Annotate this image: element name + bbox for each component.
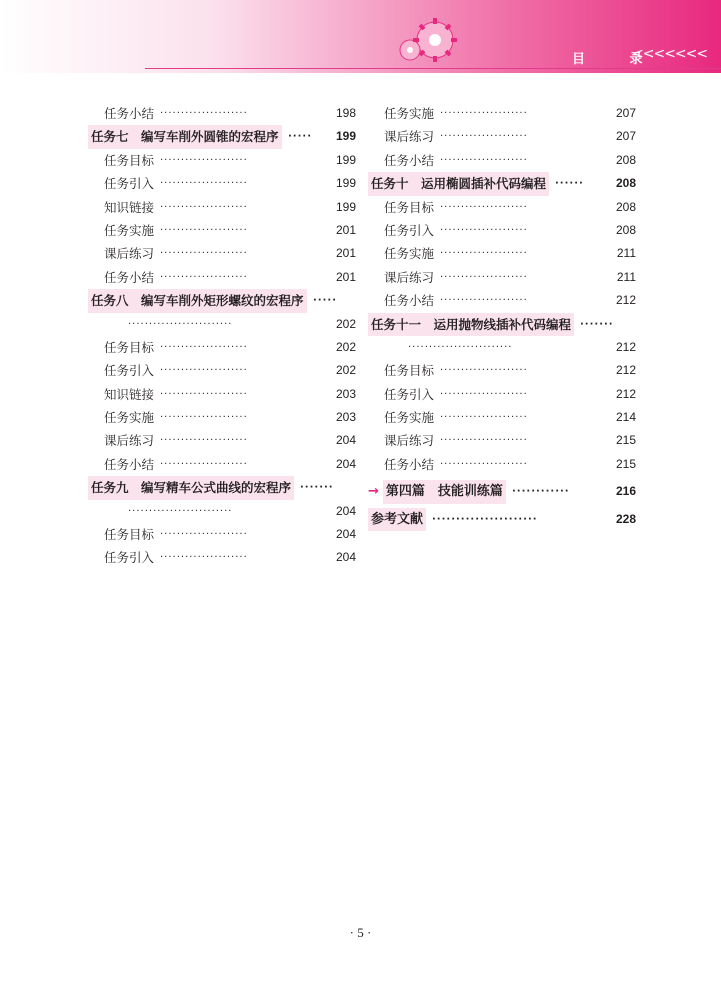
toc-entry-label: 知识链接	[104, 199, 155, 215]
toc-entry-label: 任务目标	[384, 199, 435, 215]
toc-entry-label: 任务目标	[384, 363, 435, 379]
toc-page-number: 215	[615, 433, 636, 448]
toc-entry-label: 课后练习	[104, 246, 155, 262]
leader-dots: ·····················	[440, 224, 528, 236]
leader-dots: ·····················	[160, 529, 248, 541]
leader-dots: ·····················	[440, 365, 528, 377]
leader-dots: ·····················	[160, 108, 248, 119]
leader-dots: ·····················	[160, 271, 248, 283]
toc-entry[interactable]	[88, 359, 356, 382]
toc-task-entry[interactable]	[88, 476, 356, 499]
toc-entry[interactable]	[88, 196, 356, 219]
toc-entry[interactable]	[88, 546, 356, 569]
leader-dots: ·····················	[160, 388, 248, 400]
toc-entry-label: 课后练习	[384, 129, 435, 145]
toc-page-number: 211	[616, 269, 636, 284]
toc-entry[interactable]	[88, 429, 356, 452]
toc-page-number: 203	[335, 410, 356, 425]
leader-dots: ·····················	[440, 295, 528, 307]
toc-entry[interactable]	[88, 266, 356, 289]
header-title: 目 录	[572, 52, 663, 67]
toc-entry-label: 任务小结	[104, 106, 155, 121]
toc-entry[interactable]	[368, 383, 636, 406]
page-number: · 5 ·	[349, 925, 372, 940]
leader-dots: ·····················	[440, 108, 528, 119]
toc-entry-label: 任务实施	[384, 410, 435, 426]
toc-page-number: 212	[615, 293, 636, 308]
toc-page-number: 199	[335, 129, 356, 144]
leader-dots: ·····················	[160, 552, 248, 564]
toc-page-number: 201	[335, 222, 356, 237]
toc-entry-label: 任务目标	[104, 339, 155, 355]
toc-page-number: 207	[615, 106, 636, 120]
toc-page-number: 202	[335, 316, 356, 331]
toc-entry[interactable]	[88, 219, 356, 242]
toc-entry[interactable]	[368, 453, 636, 476]
toc-entry[interactable]	[88, 523, 356, 546]
toc-entry[interactable]	[368, 219, 636, 242]
toc-page-number: 204	[335, 527, 356, 542]
toc-page-number: 212	[615, 339, 636, 354]
toc-entry[interactable]	[88, 383, 356, 406]
toc-entry-label: 任务引入	[384, 386, 435, 402]
toc-page-number: 199	[335, 176, 356, 191]
toc-entry-label: 参考文献	[368, 508, 426, 531]
leader-dots: ·······	[300, 482, 334, 494]
leader-dots: ·····················	[440, 271, 528, 283]
leader-dots: ·····················	[160, 412, 248, 424]
toc-page-number: 204	[335, 550, 356, 565]
toc-entry-label: 任务九 编写精车公式曲线的宏程序	[88, 476, 294, 499]
leader-dots: ·························	[408, 341, 513, 353]
toc-entry-label: 任务小结	[384, 293, 435, 309]
toc-page-number: 212	[615, 363, 636, 378]
toc-entry[interactable]	[368, 196, 636, 219]
toc-entry-label: 任务目标	[104, 152, 155, 168]
toc-entry[interactable]	[368, 336, 636, 359]
toc-entry-label: 课后练习	[384, 433, 435, 449]
leader-dots: ······	[555, 178, 584, 190]
arrow-right-icon: →	[368, 484, 379, 500]
toc-entry-label: 任务实施	[384, 246, 435, 262]
gears-icon	[380, 10, 470, 70]
leader-dots: ·····	[288, 131, 312, 143]
toc-entry-label: 任务目标	[104, 527, 155, 543]
toc-page-number: 201	[335, 269, 356, 284]
toc-entry-label: 课后练习	[104, 433, 155, 449]
toc-entry[interactable]	[88, 313, 356, 336]
toc-entry-label: 课后练习	[384, 269, 435, 285]
leader-dots: ·····················	[160, 458, 248, 470]
toc-entry[interactable]	[368, 266, 636, 289]
toc-page-number: 208	[615, 199, 636, 214]
toc-column-left	[88, 102, 356, 570]
toc-page-number: 208	[615, 152, 636, 167]
toc-page-number: 215	[615, 456, 636, 471]
toc-entry-label: 知识链接	[104, 386, 155, 402]
toc-page-number: 204	[335, 503, 356, 518]
leader-dots: ·······	[580, 318, 614, 330]
toc-page-number: 201	[335, 246, 356, 261]
toc-part-entry[interactable]	[368, 480, 636, 503]
leader-dots: ·····················	[440, 458, 528, 470]
leader-dots: ·····················	[160, 341, 248, 353]
leader-dots: ·····················	[160, 224, 248, 236]
toc-entry-label: 任务十一 运用抛物线插补代码编程	[368, 313, 574, 336]
toc-entry[interactable]	[368, 149, 636, 172]
toc-entry[interactable]	[368, 429, 636, 452]
leader-dots: ·····················	[160, 248, 248, 260]
toc-task-entry[interactable]	[88, 125, 356, 148]
toc-page-number: 199	[335, 152, 356, 167]
toc-entry[interactable]	[88, 406, 356, 429]
leader-dots: ·····················	[440, 131, 528, 143]
leader-dots: ·····················	[440, 248, 528, 260]
toc-page-number: 228	[615, 511, 636, 526]
toc-entry[interactable]	[88, 242, 356, 265]
toc-entry[interactable]	[88, 149, 356, 172]
toc-entry-label: 任务小结	[104, 456, 155, 472]
toc-entry[interactable]	[88, 453, 356, 476]
toc-entry[interactable]	[368, 242, 636, 265]
toc-entry[interactable]	[88, 336, 356, 359]
toc-entry-label: 任务实施	[384, 106, 435, 121]
toc-entry-label: 任务引入	[104, 176, 155, 192]
toc-page-number: 214	[615, 410, 636, 425]
toc-page-number: 204	[335, 433, 356, 448]
toc-entry-label: 任务引入	[104, 363, 155, 379]
toc-task-entry[interactable]	[368, 313, 636, 336]
leader-dots: ·························	[128, 505, 233, 517]
toc-entry-label: 任务七 编写车削外圆锥的宏程序	[88, 125, 282, 148]
toc-page-number: 198	[335, 106, 356, 120]
leader-dots: ·····················	[160, 435, 248, 447]
leader-dots: ·····················	[160, 178, 248, 190]
toc-task-entry[interactable]	[368, 172, 636, 195]
leader-dots: ·························	[128, 318, 233, 330]
leader-dots: ·····················	[440, 388, 528, 400]
toc-entry[interactable]	[368, 359, 636, 382]
toc-entry-label: 任务八 编写车削外矩形螺纹的宏程序	[88, 289, 307, 312]
leader-dots: ············	[512, 486, 570, 498]
toc-page-number: 203	[335, 386, 356, 401]
toc-entry[interactable]	[88, 102, 356, 125]
toc-page-number: 208	[615, 176, 636, 191]
toc-page-number: 208	[615, 222, 636, 237]
toc-part-entry[interactable]	[368, 508, 636, 531]
toc-entry-label: 任务实施	[104, 410, 155, 426]
toc-entry-label: 第四篇 技能训练篇	[383, 480, 506, 503]
toc-page-number: 216	[615, 484, 636, 499]
toc-entry-label: 任务引入	[104, 550, 155, 566]
leader-dots: ·····················	[440, 412, 528, 424]
toc-entry-label: 任务实施	[104, 222, 155, 238]
leader-dots: ·····················	[160, 201, 248, 213]
toc-entry-label: 任务小结	[104, 269, 155, 285]
toc-entry[interactable]	[368, 102, 636, 125]
leader-dots: ·····················	[440, 435, 528, 447]
leader-dots: ·····················	[160, 154, 248, 166]
toc-entry[interactable]	[368, 406, 636, 429]
toc-column-right	[368, 102, 636, 531]
toc-page-number: 204	[335, 456, 356, 471]
toc-entry[interactable]	[368, 289, 636, 312]
toc-entry-label: 任务引入	[384, 222, 435, 238]
toc-entry[interactable]	[88, 500, 356, 523]
leader-dots: ·····················	[160, 365, 248, 377]
leader-dots: ·····	[313, 295, 337, 307]
toc-entry[interactable]	[368, 125, 636, 148]
toc-page-number: 207	[615, 129, 636, 144]
toc-page-number: 199	[335, 199, 356, 214]
toc-page-number: 202	[335, 363, 356, 378]
toc-entry-label: 任务小结	[384, 456, 435, 472]
toc-page-number: 212	[615, 386, 636, 401]
toc-page-number: 202	[335, 339, 356, 354]
header-chevrons: <<<<<<<	[632, 46, 708, 62]
toc-entry[interactable]	[88, 172, 356, 195]
toc-entry-label: 任务十 运用椭圆插补代码编程	[368, 172, 549, 195]
toc-entry-label: 任务小结	[384, 152, 435, 168]
leader-dots: ·····················	[440, 201, 528, 213]
leader-dots: ·····················	[440, 154, 528, 166]
leader-dots: ······················	[432, 513, 538, 525]
toc-task-entry[interactable]	[88, 289, 356, 312]
toc-page-number: 211	[616, 246, 636, 261]
